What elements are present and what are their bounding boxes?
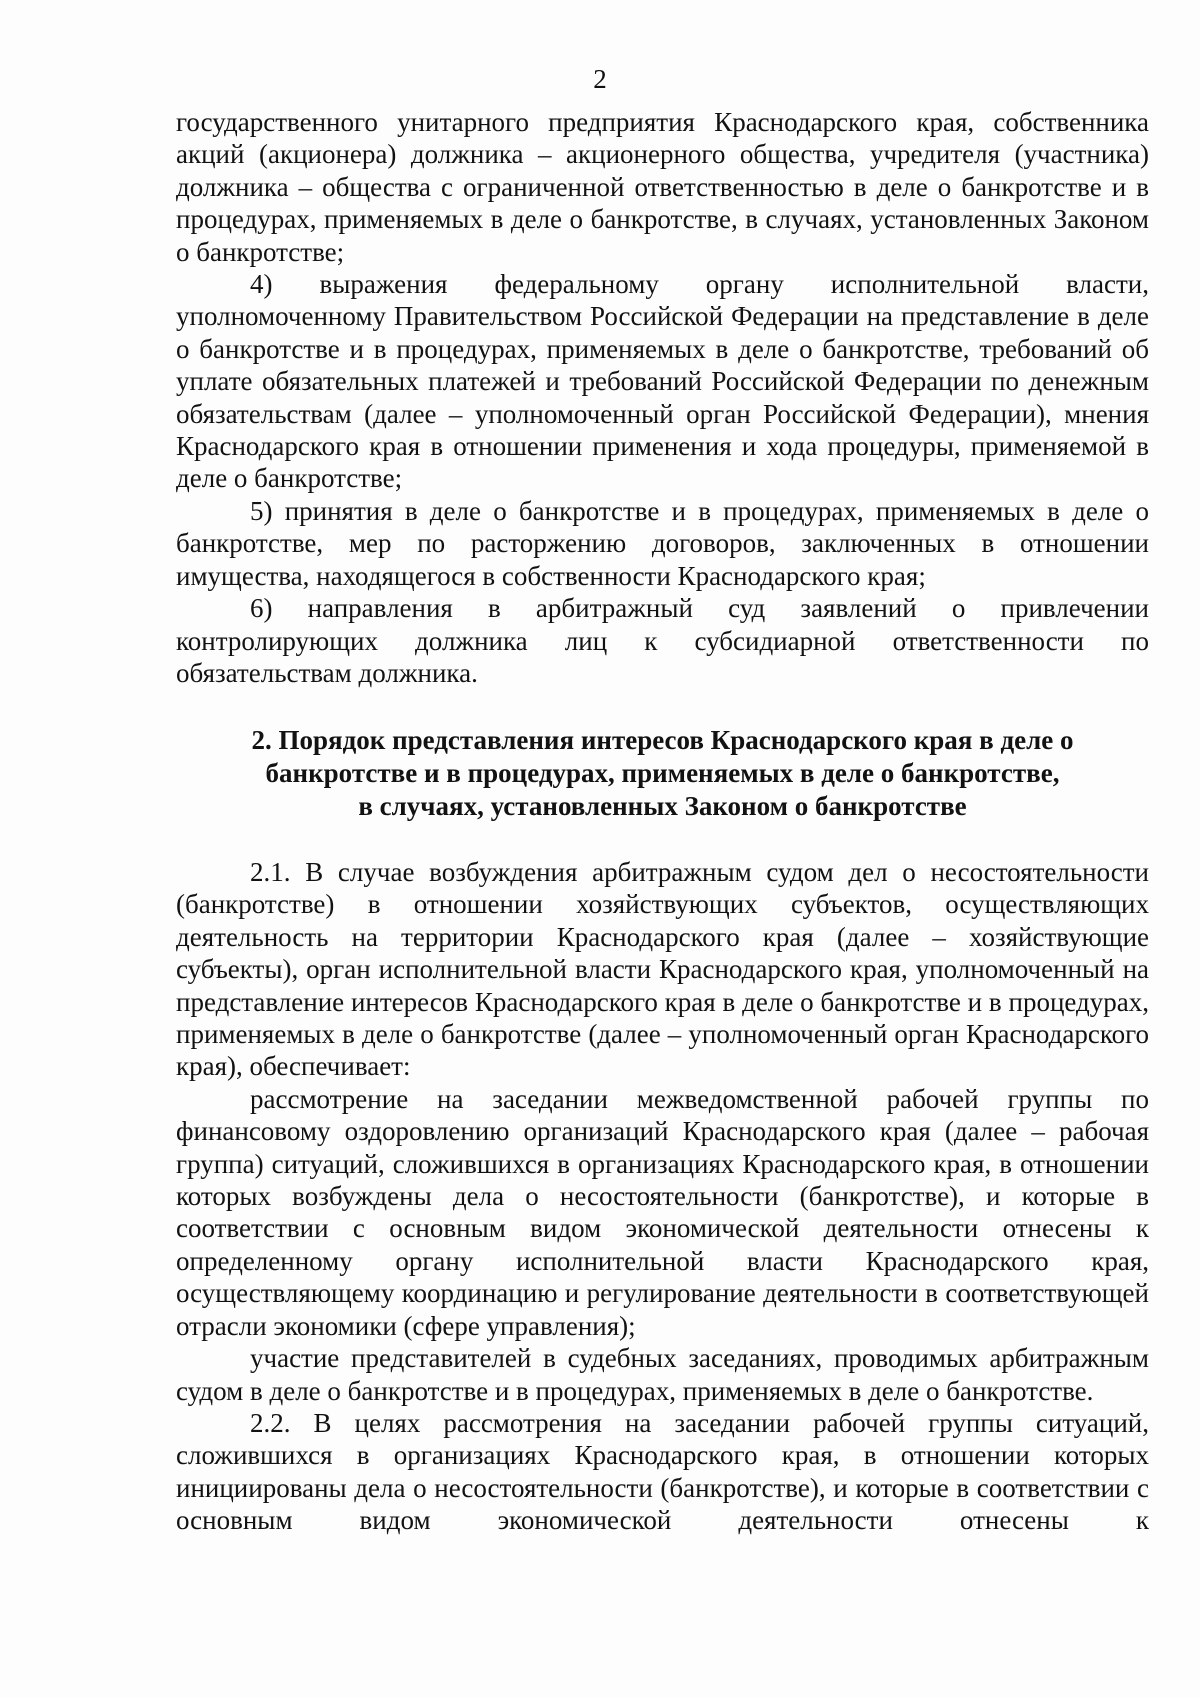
paragraph-court-participation: участие представителей в судебных заседаниях, проводимых арбитражным судом в деле о банкротстве и в процедурах, применяемых в деле о банкротстве.	[176, 1343, 1149, 1406]
section-heading	[176, 724, 1149, 823]
paragraph-clause-2-1: 2.1. В случае возбуждения арбитражным судом дел о несостоятельности (банкротстве) в отношении хозяйствующих субъектов, осуществляющих деятельность на территории Краснодарского края (далее – хозяйствующие субъекты), орган исполнительной власти Краснодарского края, уполномоченный на представление интересов Краснодарского края в деле о банкротстве и в процедурах, применяемых в деле о банкротстве (далее – уполномоченный орган Краснодарского края), обеспечивает:	[176, 857, 1149, 1082]
paragraph-item-4: 4) выражения федеральному органу исполнительной власти, уполномоченному Правительством Российской Федерации на представление в деле о банкротстве и в процедурах, применяемых в деле о банкротстве, требований об уплате обязательных платежей и требований Российской Федерации по денежным обязательствам (далее – уполномоченный орган Российской Федерации), мнения Краснодарского края в отношении применения и хода процедуры, применяемой в деле о банкротстве;	[176, 269, 1149, 494]
section-heading-line-2: банкротстве и в процедурах, применяемых в деле о банкротстве,	[265, 758, 1060, 788]
body-text-top	[176, 106, 1149, 689]
paragraph-item-5: 5) принятия в деле о банкротстве и в процедурах, применяемых в деле о банкротстве, мер по расторжению договоров, заключенных в отношении имущества, находящегося в собственности Краснодарского края;	[176, 495, 1149, 591]
page-number: 2	[593, 64, 607, 94]
paragraph-working-group-review: рассмотрение на заседании межведомственной рабочей группы по финансовому оздоровлению организаций Краснодарского края (далее – рабочая группа) ситуаций, сложившихся в организациях Краснодарского края, в отношении которых возбуждены дела о несостоятельности (банкротстве), и которые в соответствии с основным видом экономической деятельности отнесены к определенному органу исполнительной власти Краснодарского края, осуществляющему координацию и регулирование деятельности в соответствующей отрасли экономики (сфере управления);	[176, 1083, 1149, 1341]
section-heading-line-3: в случаях, установленных Законом о банкротстве	[358, 791, 967, 821]
section-heading-line-1: 2. Порядок представления интересов Краснодарского края в деле о	[251, 725, 1074, 755]
paragraph-clause-2-2: 2.2. В целях рассмотрения на заседании рабочей группы ситуаций, сложившихся в организациях Краснодарского края, в отношении которых инициированы дела о несостоятельности (банкротстве), и которые в соответствии с основным видом экономической деятельности отнесены к	[176, 1407, 1149, 1536]
section-heading-block	[176, 724, 1149, 823]
body-text-bottom	[176, 856, 1149, 1537]
paragraph-continuation: государственного унитарного предприятия Краснодарского края, собственника акций (акционера) должника – акционерного общества, учредителя (участника) должника – общества с ограниченной ответственностью в деле о банкротстве и в процедурах, применяемых в деле о банкротстве, в случаях, установленных Законом о банкротстве;	[176, 107, 1149, 267]
paragraph-item-6: 6) направления в арбитражный суд заявлений о привлечении контролирующих должника лиц к субсидиарной ответственности по обязательствам должника.	[176, 593, 1149, 688]
